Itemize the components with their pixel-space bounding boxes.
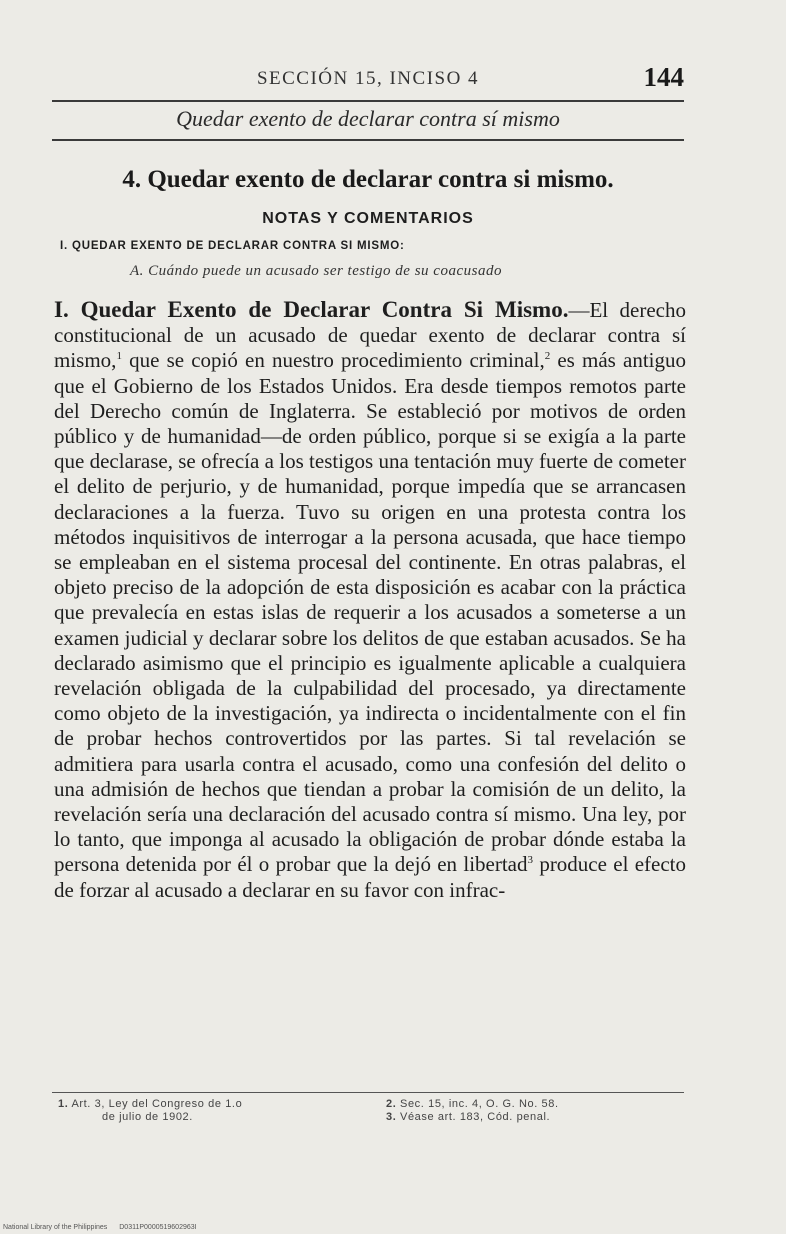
- footnote-2-number: 2.: [386, 1098, 397, 1110]
- scan-code: D0311P0000519602963I: [119, 1224, 197, 1231]
- toc-item-1: I. QUEDAR EXENTO DE DECLARAR CONTRA SI MISMO:: [60, 240, 405, 252]
- footnote-1: [58, 1098, 368, 1124]
- footnote-3: [386, 1111, 696, 1124]
- body-text-4: produce el efecto de forzar al acusado a declarar en su favor con infrac-: [54, 852, 687, 902]
- paragraph-lead: I. Quedar Exento de Declarar Contra Si Mismo.: [54, 297, 569, 322]
- scan-footer: [3, 1224, 207, 1231]
- footnote-ref-3: 3: [527, 854, 534, 867]
- footnote-column-left: [58, 1098, 368, 1124]
- body-text-3: es más antiguo que el Gobierno de los Estados Unidos. Era desde tiempos remotos parte del Derecho común de Inglaterra. Se estableció por motivos de orden público y de humanidad—de orden público, porque si se exigía a la parte que declarase, se ofrecía a los testigos una tentación muy fuerte de cometer el delito de perjurio, y de humanidad, porque impedía que se arrancasen declaraciones a la fuerza. Tuvo su origen en una protesta contra los métodos inquisitivos de interrogar a la persona acusada, que hace tiempo se empleaban en el sistema procesal del continente. En otras palabras, el objeto preciso de la adopción de esta disposición es acabar con la práctica que prevalecía en estas islas de requerir a los acusados a someterse a un examen judicial y declarar sobre los delitos de que estaban acusados. Se ha declarado asimismo que el principio es igualmente aplicable a cualquiera revelación obligada de la culpabilidad del procesado, ya directamente como objeto de la investigación, ya indirecta o incidentalmente con el fin de probar hechos controvertidos por las partes. Si tal revelación se admitiera para usarla contra el acusado, como una confesión del delito o una admisión de hechos que tiendan a probar la comisión de un delito, la revelación sería una declaración del acusado contra sí mismo. Una ley, por lo tanto, que imponga al acusado la obligación de probar dónde estaba la persona detenida por él o probar que la dejó en libertad: [54, 348, 686, 877]
- running-title: Quedar exento de declarar contra sí mismo: [176, 106, 560, 131]
- footnote-column-right: [386, 1098, 696, 1124]
- library-credit: National Library of the Philippines: [3, 1224, 108, 1231]
- footnote-ref-2: 2: [544, 350, 551, 363]
- footnote-3-text: Véase art. 183, Cód. penal.: [400, 1111, 551, 1123]
- section-reference: SECCIÓN 15, INCISO 4: [256, 68, 480, 89]
- page-header: [52, 62, 684, 102]
- footnote-1-line-2: de julio de 1902.: [102, 1111, 193, 1123]
- body-text-1: —El derecho constitucional de un acusado de quedar exento de declarar contra sí mismo,: [54, 298, 686, 373]
- page-number: 144: [643, 62, 684, 92]
- header-rule: [52, 100, 684, 102]
- section-title: 4. Quedar exento de declarar contra si mismo.: [122, 166, 614, 193]
- notes-heading: NOTAS Y COMENTARIOS: [262, 210, 474, 227]
- footnote-2-text: Sec. 15, inc. 4, O. G. No. 58.: [400, 1098, 559, 1110]
- footnote-rule: [52, 1092, 684, 1093]
- footnote-1-line-1: Art. 3, Ley del Congreso de 1.o: [71, 1098, 243, 1110]
- body-paragraph: [54, 297, 686, 903]
- footnote-1-number: 1.: [58, 1098, 69, 1110]
- title-rule: [52, 139, 684, 141]
- toc-item-a: A. Cuándo puede un acusado ser testigo de su coacusado: [130, 263, 502, 279]
- body-text-2: que se copió en nuestro procedimiento criminal,: [121, 348, 545, 373]
- footnote-ref-1: 1: [116, 350, 122, 363]
- footnote-3-number: 3.: [386, 1111, 397, 1123]
- footnote-2: [386, 1098, 696, 1111]
